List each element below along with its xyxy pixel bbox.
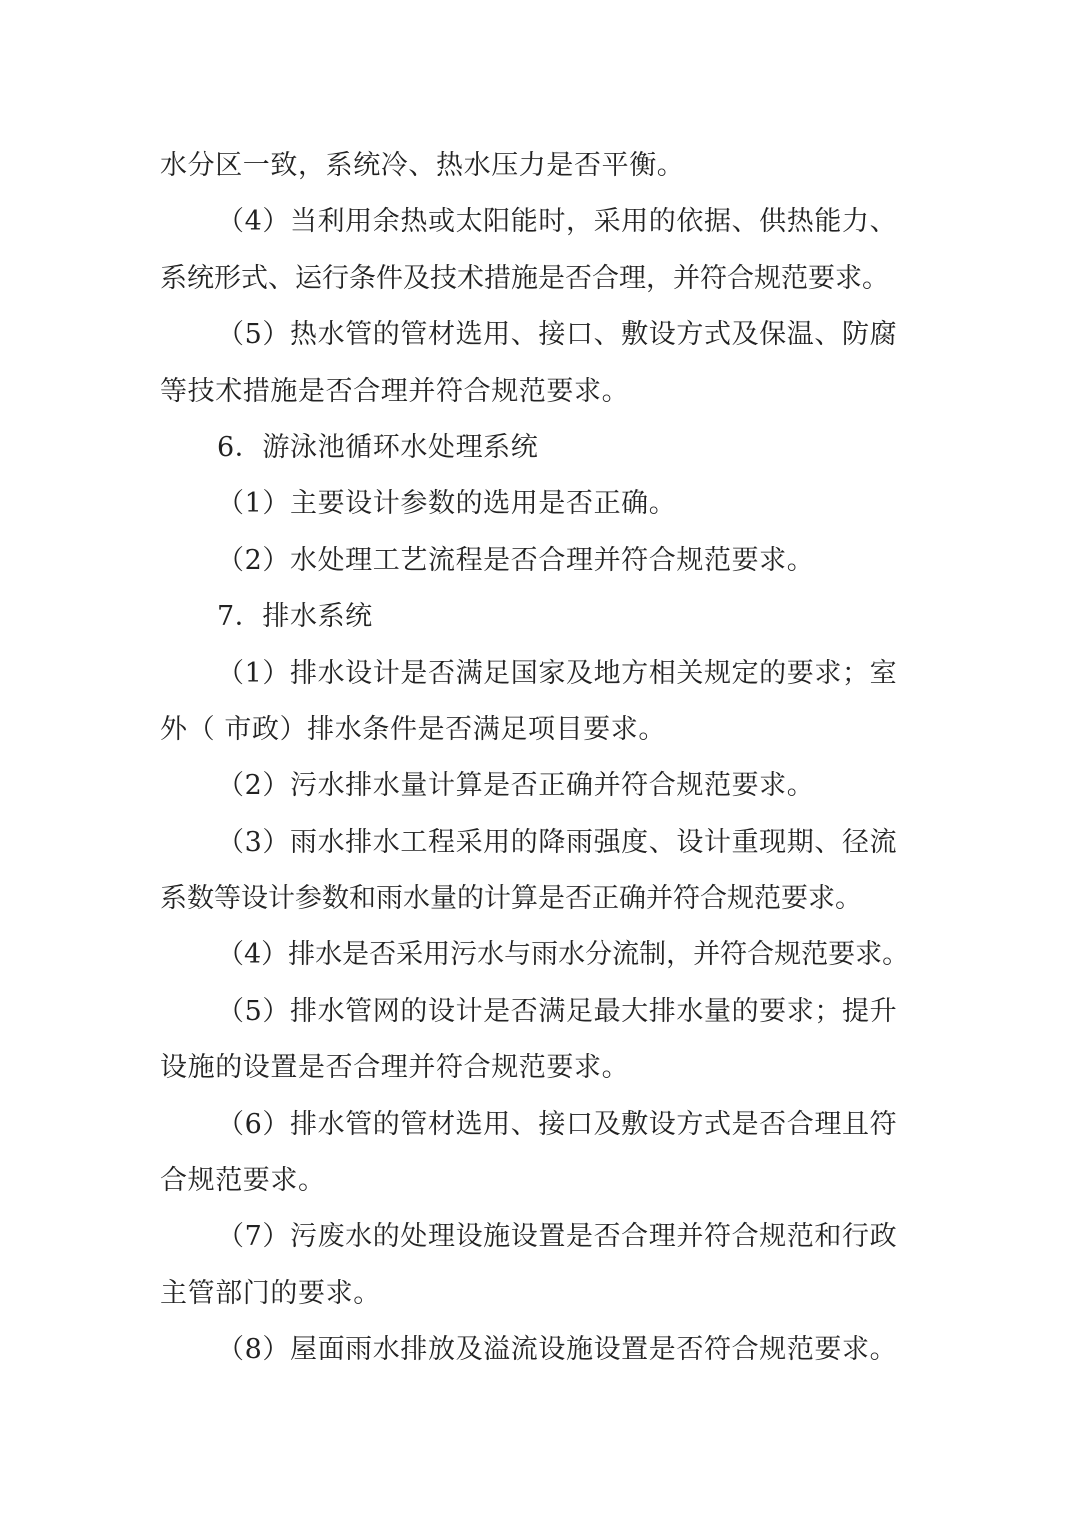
text-line: （2）水处理工艺流程是否合理并符合规范要求。 [217, 544, 815, 576]
document-page [160, 138, 924, 1379]
text-line: （4）当利用余热或太阳能时，采用的依据、供热能力、 [217, 206, 898, 238]
text-line: 等技术措施是否合理并符合规范要求。 [160, 375, 630, 407]
text-line: （1）排水设计是否满足国家及地方相关规定的要求；室 [217, 657, 898, 689]
text-line: （5）热水管的管材选用、接口、敷设方式及保温、防腐 [217, 319, 898, 351]
text-line: 系统形式、运行条件及技术措施是否合理，并符合规范要求。 [160, 262, 889, 294]
text-line: （6）排水管的管材选用、接口及敷设方式是否合理且符 [217, 1108, 898, 1140]
text-line: 主管部门的要求。 [160, 1277, 381, 1309]
section-heading: 7．排水系统 [217, 601, 373, 633]
text-line: 系数等设计参数和雨水量的计算是否正确并符合规范要求。 [160, 883, 862, 915]
section-heading: 6．游泳池循环水处理系统 [217, 431, 539, 463]
text-line: （8）屋面雨水排放及溢流设施设置是否符合规范要求。 [217, 1334, 898, 1366]
text-line: （4）排水是否采用污水与雨水分流制，并符合规范要求。 [217, 939, 910, 971]
text-line: （3）雨水排水工程采用的降雨强度、设计重现期、径流 [217, 826, 898, 858]
text-line: （5）排水管网的设计是否满足最大排水量的要求；提升 [217, 995, 898, 1027]
text-line: 设施的设置是否合理并符合规范要求。 [160, 1052, 630, 1084]
text-line: 水分区一致，系统冷、热水压力是否平衡。 [160, 150, 685, 181]
text-line: （2）污水排水量计算是否正确并符合规范要求。 [217, 770, 815, 802]
text-line: 外（ 市政）排水条件是否满足项目要求。 [160, 713, 666, 745]
text-line: （7）污废水的处理设施设置是否合理并符合规范和行政 [217, 1221, 898, 1253]
text-line: （1）主要设计参数的选用是否正确。 [217, 488, 677, 520]
text-line: 合规范要求。 [160, 1165, 326, 1197]
